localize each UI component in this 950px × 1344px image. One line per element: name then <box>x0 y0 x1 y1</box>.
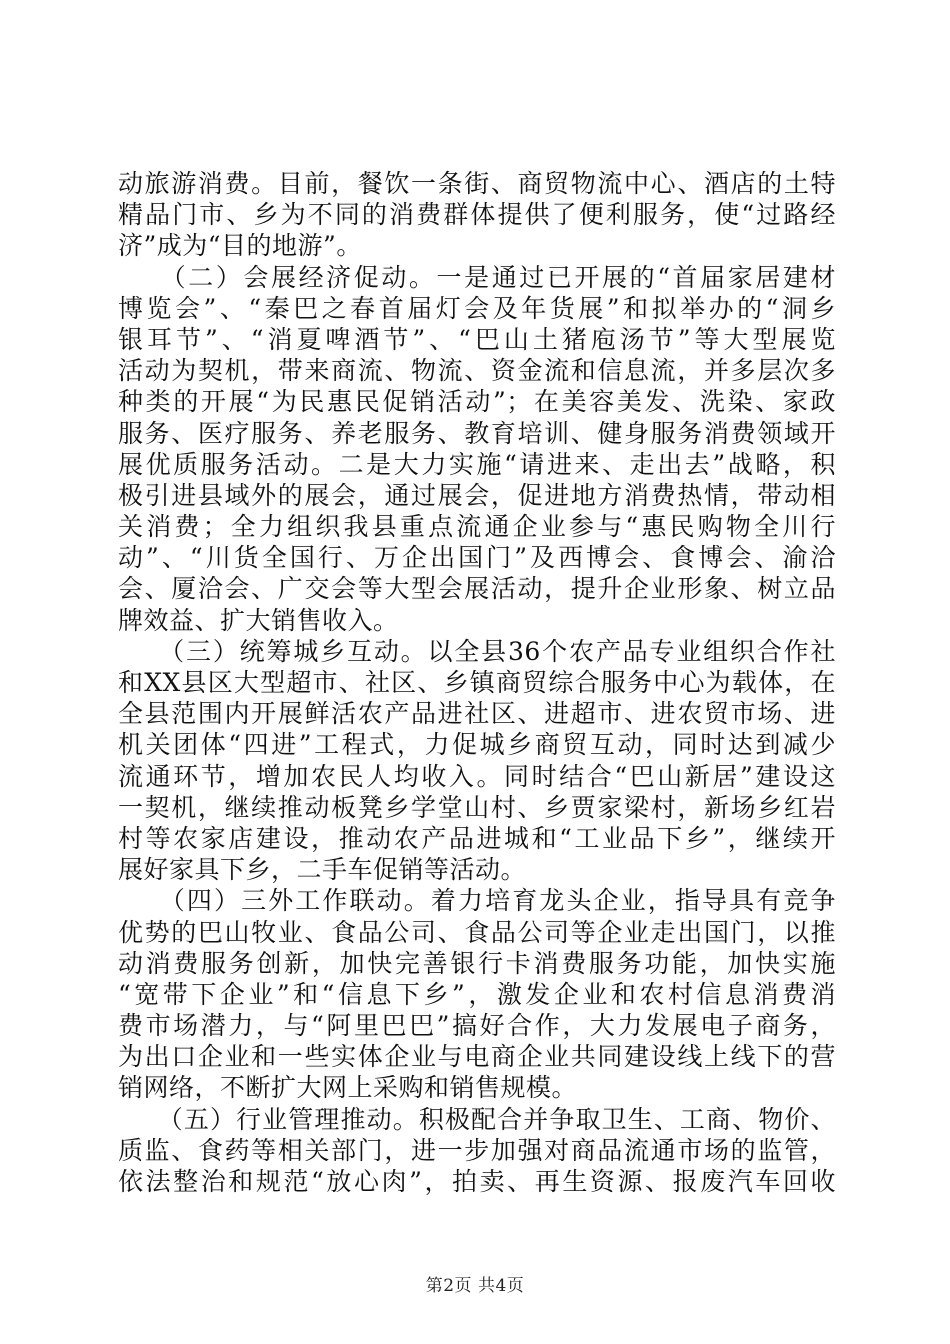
text-line: 关消费；全力组织我县重点流通企业参与“惠民购物全川行 <box>118 512 836 542</box>
text-line: 牌效益、扩大销售收入。 <box>118 605 399 635</box>
text-line: 动旅游消费。目前，餐饮一条街、商贸物流中心、酒店的土特 <box>118 169 836 198</box>
text-line: 动”、“川货全国行、万企出国门”及西博会、食博会、渝洽 <box>118 543 836 573</box>
text-line: 村等农家店建设，推动农产品进城和“工业品下乡”，继续开 <box>118 823 836 853</box>
text-line: （五）行业管理推动。积极配合并争取卫生、工商、物价、 <box>118 1104 836 1134</box>
text-line: 精品门市、乡为不同的消费群体提供了便利服务，使“过路经 <box>118 200 836 230</box>
text-line: 动消费服务创新，加快完善银行卡消费服务功能，加快实施 <box>118 948 836 978</box>
text-line: （二）会展经济促动。一是通过已开展的“首届家居建材 <box>118 262 836 292</box>
text-line: 销网络，不断扩大网上采购和销售规模。 <box>118 1073 578 1103</box>
text-line: （四）三外工作联动。着力培育龙头企业，指导具有竞争 <box>118 886 836 916</box>
text-line: 济”成为“目的地游”。 <box>118 231 362 261</box>
text-line: 为出口企业和一些实体企业与电商企业共同建设线上线下的营 <box>118 1042 836 1072</box>
text-line: 全县范围内开展鲜活农产品进社区、进超市、进农贸市场、进 <box>118 699 836 729</box>
text-line: 会、厦洽会、广交会等大型会展活动，提升企业形象、树立品 <box>118 574 836 604</box>
text-line: 优势的巴山牧业、食品公司、食品公司等企业走出国门，以推 <box>118 917 836 947</box>
text-line: （三）统筹城乡互动。以全县36个农产品专业组织合作社 <box>118 636 836 666</box>
text-line: 服务、医疗服务、养老服务、教育培训、健身服务消费领域开 <box>118 418 836 448</box>
text-line: 机关团体“四进”工程式，力促城乡商贸互动，同时达到减少 <box>118 730 836 760</box>
text-line: 活动为契机，带来商流、物流、资金流和信息流，并多层次多 <box>118 356 836 386</box>
document-body <box>118 168 836 1197</box>
text-line: 银耳节”、“消夏啤酒节”、“巴山土猪庖汤节”等大型展览 <box>118 324 836 354</box>
text-line: 和XX县区大型超市、社区、乡镇商贸综合服务中心为载体，在 <box>118 668 836 697</box>
page-number-footer: 第2页 共4页 <box>425 1276 525 1296</box>
text-line: 展好家具下乡，二手车促销等活动。 <box>118 855 527 885</box>
text-line: 极引进县域外的展会，通过展会，促进地方消费热情，带动相 <box>118 480 836 510</box>
text-line: “宽带下企业”和“信息下乡”，激发企业和农村信息消费消 <box>118 979 836 1009</box>
text-line: 种类的开展“为民惠民促销活动”；在美容美发、洗染、家政 <box>118 387 836 417</box>
text-line: 费市场潜力，与“阿里巴巴”搞好合作，大力发展电子商务， <box>118 1011 836 1041</box>
text-line: 依法整治和规范“放心肉”，拍卖、再生资源、报废汽车回收 <box>118 1167 836 1196</box>
text-line: 质监、食药等相关部门，进一步加强对商品流通市场的监管， <box>118 1135 836 1165</box>
text-line: 展优质服务活动。二是大力实施“请进来、走出去”战略，积 <box>118 449 836 479</box>
text-line: 博览会”、“秦巴之春首届灯会及年货展”和拟举办的“洞乡 <box>118 293 836 323</box>
text-line: 一契机，继续推动板凳乡学堂山村、乡贾家梁村，新场乡红岩 <box>118 792 836 822</box>
text-line: 流通环节，增加农民人均收入。同时结合“巴山新居”建设这 <box>118 761 836 791</box>
